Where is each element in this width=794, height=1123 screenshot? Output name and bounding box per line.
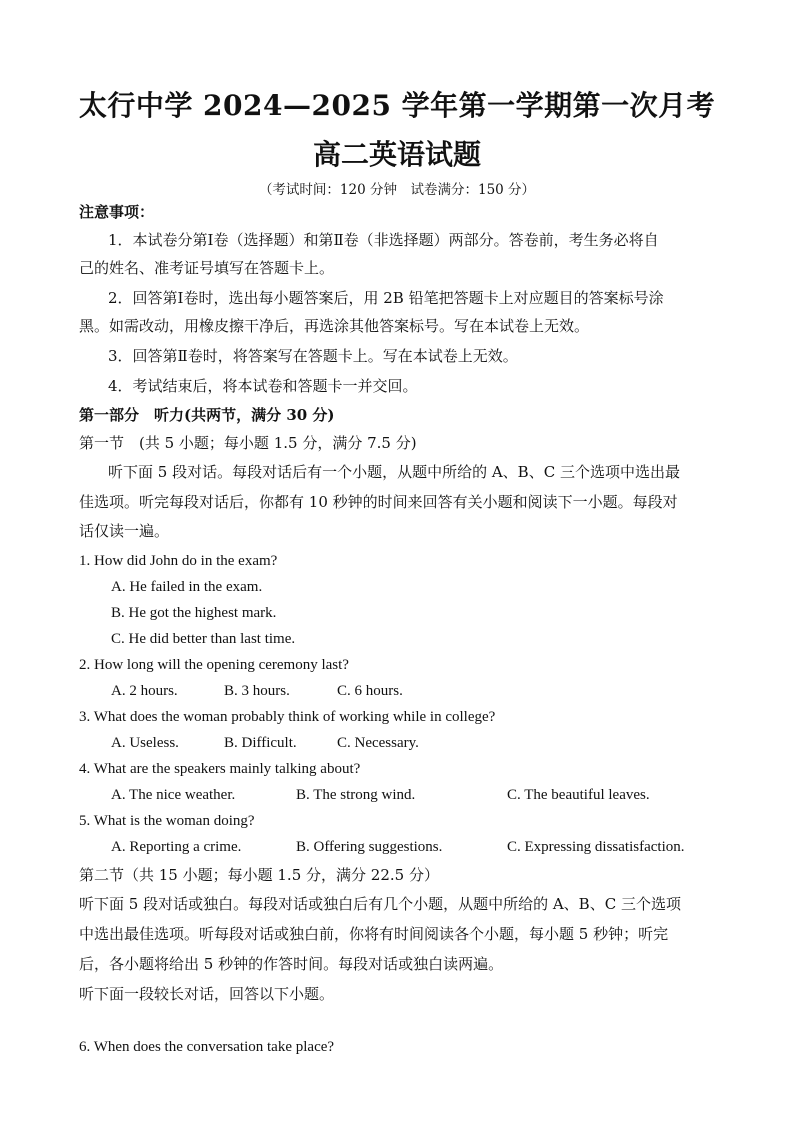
- option-c: C. 6 hours.: [337, 683, 403, 699]
- notice-line: 1．本试卷分第Ⅰ卷（选择题）和第Ⅱ卷（非选择题）两部分。答卷前，考生务必将自: [108, 231, 659, 249]
- notice-heading: 注意事项：: [79, 203, 155, 221]
- part1-heading: 第一部分 听力(共两节，满分 30 分): [79, 406, 335, 424]
- option-b: B. Difficult.: [224, 735, 297, 751]
- option-c: C. He did better than last time.: [111, 631, 296, 647]
- question-stem: 6. When does the conversation take place?: [79, 1039, 335, 1055]
- question-stem: 3. What does the woman probably think of working while in college?: [79, 709, 496, 725]
- option-a: A. He failed in the exam.: [111, 579, 263, 595]
- question-stem: 4. What are the speakers mainly talking about?: [79, 761, 361, 777]
- notice-line: 黑。如需改动，用橡皮擦干净后，再选涂其他答案标号。写在本试卷上无效。: [79, 317, 590, 335]
- notice-line: 4．考试结束后，将本试卷和答题卡一并交回。: [108, 377, 418, 395]
- section1-instruction: 听下面 5 段对话。每段对话后有一个小题，从题中所给的 A、B、C 三个选项中选出最: [108, 463, 680, 481]
- section1-heading: 第一节 (共 5 小题；每小题 1.5 分，满分 7.5 分): [79, 434, 417, 452]
- option-a: A. The nice weather.: [111, 787, 236, 803]
- notice-line: 2．回答第Ⅰ卷时，选出每小题答案后，用 2B 铅笔把答题卡上对应题目的答案标号涂: [108, 289, 664, 307]
- question-stem: 5. What is the woman doing?: [79, 813, 255, 829]
- exam-info: （考试时间：120 分钟 试卷满分：150 分）: [258, 182, 536, 198]
- section2-instruction: 听下面 5 段对话或独白。每段对话或独白后有几个小题，从题中所给的 A、B、C 三个选项: [79, 895, 681, 913]
- section2-instruction: 中选出最佳选项。听每段对话或独白前，你将有时间阅读各个小题，每小题 5 秒钟；听完: [79, 925, 669, 943]
- section1-instruction: 佳选项。听完每段对话后，你都有 10 秒钟的时间来回答有关小题和阅读下一小题。每段对: [79, 493, 678, 511]
- option-c: C. Expressing dissatisfaction.: [507, 839, 685, 855]
- option-a: A. 2 hours.: [111, 683, 178, 699]
- option-b: B. The strong wind.: [296, 787, 416, 803]
- option-b: B. He got the highest mark.: [111, 605, 277, 621]
- notice-line: 3．回答第Ⅱ卷时，将答案写在答题卡上。写在本试卷上无效。: [108, 347, 518, 365]
- section2-heading: 第二节（共 15 小题；每小题 1.5 分，满分 22.5 分）: [79, 866, 439, 884]
- option-a: A. Useless.: [111, 735, 179, 751]
- option-c: C. Necessary.: [337, 735, 419, 751]
- notice-line: 己的姓名、准考证号填写在答题卡上。: [79, 259, 335, 277]
- section2-instruction: 后，各小题将给出 5 秒钟的作答时间。每段对话或独白读两遍。: [79, 955, 504, 973]
- option-b: B. 3 hours.: [224, 683, 290, 699]
- exam-subtitle: 高二英语试题: [312, 138, 481, 171]
- option-b: B. Offering suggestions.: [296, 839, 443, 855]
- exam-title: 太行中学 2024—2025 学年第一学期第一次月考: [78, 89, 716, 122]
- long-dialogue-intro: 听下面一段较长对话，回答以下小题。: [79, 985, 335, 1003]
- question-stem: 1. How did John do in the exam?: [79, 553, 278, 569]
- section1-instruction: 话仅读一遍。: [79, 522, 170, 540]
- question-stem: 2. How long will the opening ceremony last?: [79, 657, 349, 673]
- option-c: C. The beautiful leaves.: [507, 787, 650, 803]
- option-a: A. Reporting a crime.: [111, 839, 242, 855]
